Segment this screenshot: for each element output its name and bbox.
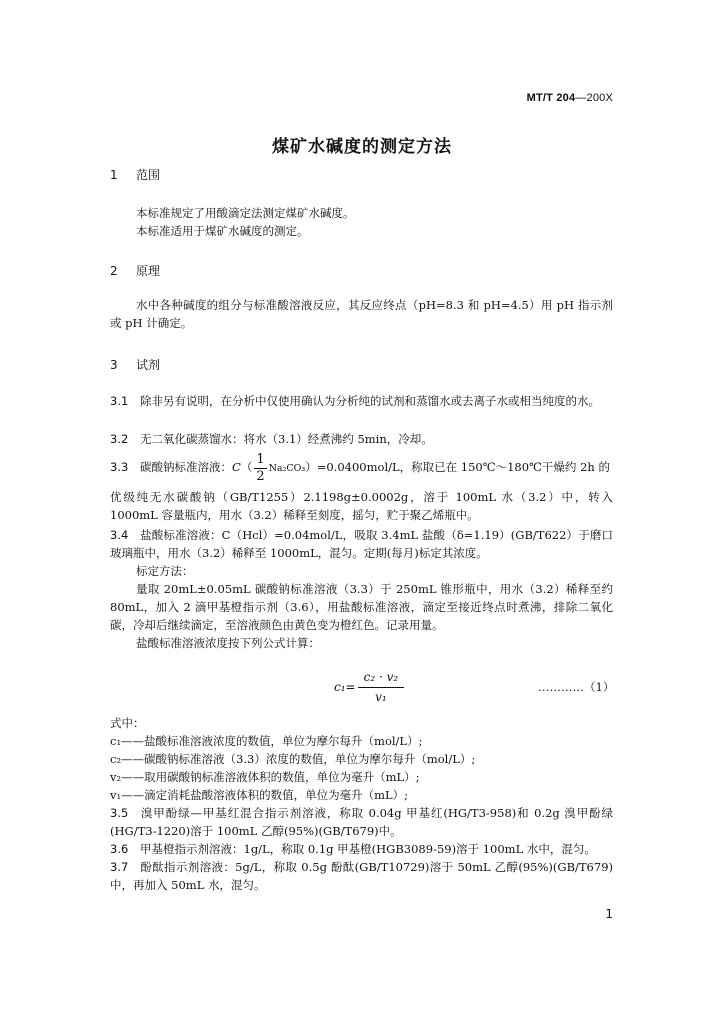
item-number: 3.6 xyxy=(110,842,129,856)
item-number: 3.7 xyxy=(110,860,129,874)
paragraph: 本标准规定了用酸滴定法测定煤矿水碱度。 xyxy=(136,206,355,220)
item-number: 3.2 xyxy=(110,432,129,446)
standard-year: —200X xyxy=(575,92,613,104)
section-title: 试剂 xyxy=(136,358,161,372)
item-text: 溴甲酚绿—甲基红混合指示剂溶液，称取 0.04g 甲基红(HG/T3-958)和 0.2g 溴甲酚绿(HG/T3-1220)溶于 100mL 乙醇(95%)(GB/T679)中。 xyxy=(110,806,613,838)
fraction-numerator: 1 xyxy=(256,451,265,467)
chemical-formula: Na₂CO₃ xyxy=(268,463,306,474)
section-title: 范围 xyxy=(136,168,161,182)
legend-line: v₁——滴定消耗盐酸溶液体积的数值，单位为毫升（mL）; xyxy=(110,788,409,802)
standard-number: MT/T 204 xyxy=(526,92,576,104)
section-2-heading xyxy=(110,262,160,279)
principle-text xyxy=(110,296,613,332)
equation-numerator: c₂ · v₂ xyxy=(358,668,405,688)
items-3-5-to-3-7 xyxy=(110,804,613,894)
section-number: 3 xyxy=(110,358,118,372)
item-text: 除非另有说明，在分析中仅使用确认为分析纯的试剂和蒸馏水或去离子水或相当纯度的水。 xyxy=(140,394,600,408)
item-text: 甲基橙指示剂溶液：1g/L，称取 0.1g 甲基橙(HGB3089-59)溶于 100mL 水中，混匀。 xyxy=(140,842,596,856)
equation-lhs: c₁= xyxy=(334,680,356,694)
item-3-3: 3.3 碳酸钠标准溶液：C（ $\frac{1}{2}$ Na₂CO₃）=0.0400mol/L，称取已在 150℃～180℃干燥约 2h 的 优级纯无水碳酸钠（GB/T1255）2.1198g±0.0002g，溶于 100mL 水（3.2）中，转入 1000mL 容量瓶内，用水（3.2）稀释至刻度，摇匀，贮于聚乙烯瓶中。 xyxy=(110,448,613,524)
item-text-cont: =0.0400mol/L，称取已在 150℃～180℃干燥约 2h 的 xyxy=(316,460,610,474)
item-text: 无二氧化碳蒸馏水：将水（3.1）经煮沸约 5min，冷却。 xyxy=(140,432,433,446)
item-number: 3.3 xyxy=(110,460,129,474)
document-title: 煤矿水碱度的测定方法 xyxy=(272,137,452,157)
section-number: 1 xyxy=(110,168,118,182)
legend-line: c₂——碳酸钠标准溶液（3.3）浓度的数值，单位为摩尔每升（mol/L）; xyxy=(110,752,476,766)
legend-line: c₁——盐酸标准溶液浓度的数值，单位为摩尔每升（mol/L）; xyxy=(110,734,423,748)
section-1-heading xyxy=(110,166,160,183)
paragraph: 水中各种碱度的组分与标准酸溶液反应，其反应终点（pH=8.3 和 pH=4.5）用 pH 指示剂或 pH 计确定。 xyxy=(110,298,613,330)
item-text: 盐酸标准溶液：C（Hcl）=0.04mol/L，吸取 3.4mL 盐酸（δ=1.19）(GB/T622）于磨口玻璃瓶中，用水（3.2）稀释至 1000mL，混匀。定期(每月)标定其浓度。 xyxy=(110,528,613,560)
item-3-2 xyxy=(110,430,613,448)
section-title: 原理 xyxy=(136,264,161,278)
equation-fraction xyxy=(358,668,405,707)
paragraph: 本标准适用于煤矿水碱度的测定。 xyxy=(136,224,309,238)
fraction-denominator: 2 xyxy=(256,468,265,484)
item-number: 3.4 xyxy=(110,528,129,542)
item-text: 碳酸钠标准溶液： xyxy=(140,460,232,474)
item-text: 酚酞指示剂溶液：5g/L，称取 0.5g 酚酞(GB/T10729)溶于 50mL 乙醇(95%)(GB/T679)中，再加入 50mL 水，混匀。 xyxy=(110,860,613,892)
fraction xyxy=(254,452,266,485)
calculation-intro: 盐酸标准溶液浓度按下列公式计算： xyxy=(136,636,320,650)
calibration-text: 量取 20mL±0.05mL 碳酸钠标准溶液（3.3）于 250mL 锥形瓶中，用水（3.2）稀释至约 80mL，加入 2 滴甲基橙指示剂（3.6），用盐酸标准溶液，滴定至接近终点时煮沸，排除二氧化碳，冷却后继续滴定，至溶液颜色由黄色变为橙红色。记录用量。 xyxy=(110,582,613,632)
scope-text xyxy=(110,204,613,240)
legend-line: v₂——取用碳酸钠标准溶液体积的数值，单位为毫升（mL）; xyxy=(110,770,420,784)
equation-legend xyxy=(110,714,613,804)
legend-label: 式中： xyxy=(110,716,145,730)
section-3-heading xyxy=(110,356,160,373)
equation xyxy=(334,668,404,707)
item-number: 3.5 xyxy=(110,806,129,820)
concentration-symbol: C xyxy=(232,460,241,474)
item-3-4 xyxy=(110,526,613,652)
item-number: 3.1 xyxy=(110,394,129,408)
equation-number: …………（1） xyxy=(538,680,615,694)
calibration-label: 标定方法： xyxy=(136,564,194,578)
section-number: 2 xyxy=(110,264,118,278)
item-text: 优级纯无水碳酸钠（GB/T1255）2.1198g±0.0002g，溶于 100mL 水（3.2）中，转入 1000mL 容量瓶内，用水（3.2）稀释至刻度，摇匀，贮于聚乙烯瓶中。 xyxy=(110,490,613,522)
standard-code xyxy=(527,92,613,104)
page-number: 1 xyxy=(605,907,613,921)
item-3-1 xyxy=(110,392,613,410)
equation-denominator: v₁ xyxy=(375,690,387,704)
